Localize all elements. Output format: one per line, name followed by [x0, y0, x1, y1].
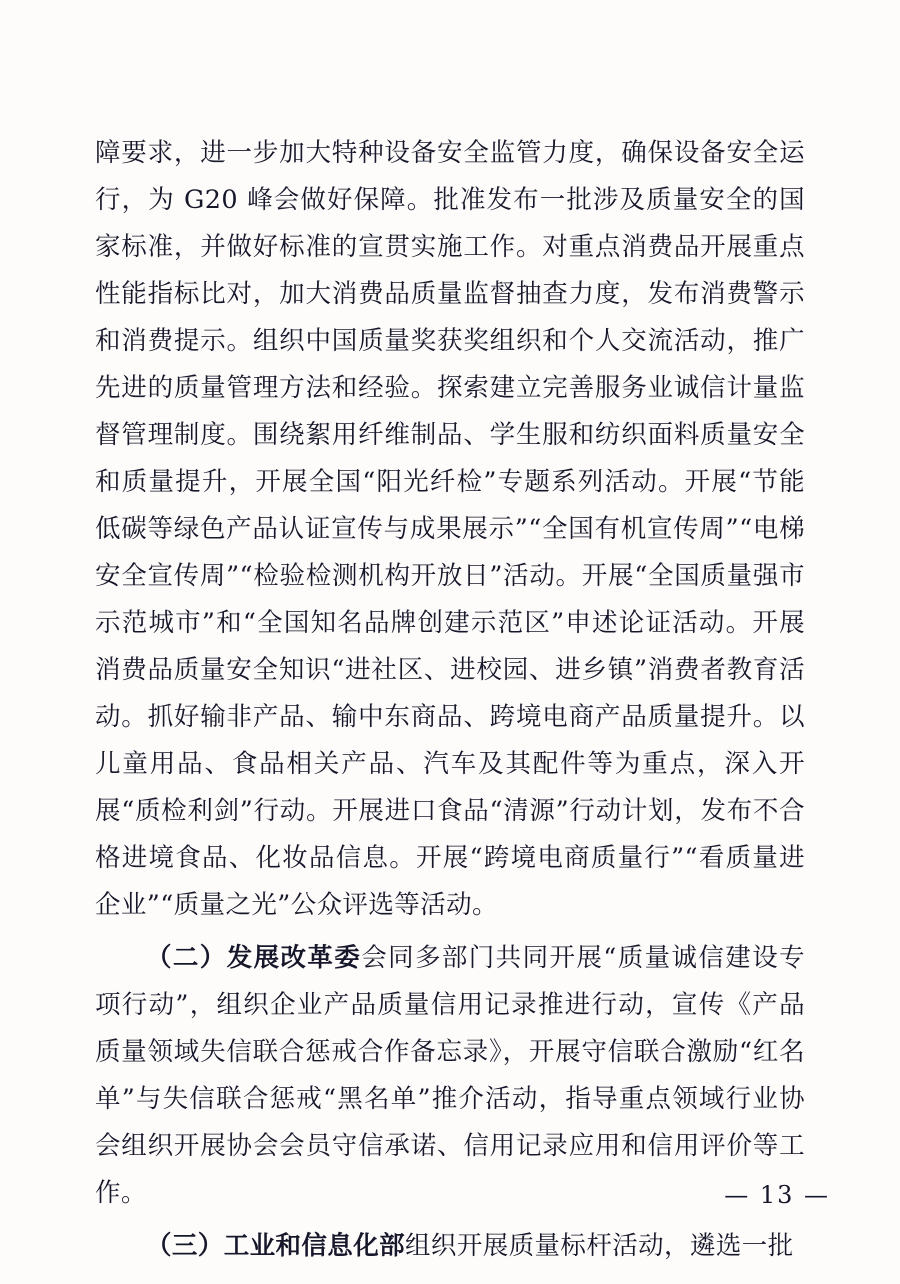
- page-body: [95, 130, 805, 1270]
- section-two-body: 会同多部门共同开展“质量诚信建设专项行动”，组织企业产品质量信用记录推进行动，宣传《产品质量领域失信联合惩戒合作备忘录》，开展守信联合激励“红名单”与失信联合惩戒“黑名单”推介活动，指导重点领域行业协会组织开展协会会员守信承诺、信用记录应用和信用评价等工作。: [95, 943, 805, 1208]
- section-two-heading: （二）发展改革委: [146, 943, 362, 973]
- paragraph-section-two: [95, 935, 805, 1217]
- page-number: — 13 —: [724, 1181, 830, 1209]
- paragraph-continuation: 障要求，进一步加大特种设备安全监管力度，确保设备安全运行，为 G20 峰会做好保障。批准发布一批涉及质量安全的国家标准，并做好标准的宣贯实施工作。对重点消费品开展重点性能指标比对，加大消费品质量监督抽查力度，发布消费警示和消费提示。组织中国质量奖获奖组织和个人交流活动，推广先进的质量管理方法和经验。探索建立完善服务业诚信计量监督管理制度。围绕絮用纤维制品、学生服和纺织面料质量安全和质量提升，开展全国“阳光纤检”专题系列活动。开展“节能低碳等绿色产品认证宣传与成果展示”“全国有机宣传周”“电梯安全宣传周”“检验检测机构开放日”活动。开展“全国质量强市示范城市”和“全国知名品牌创建示范区”申述论证活动。开展消费品质量安全知识“进社区、进校园、进乡镇”消费者教育活动。抓好输非产品、输中东商品、跨境电商产品质量提升。以儿童用品、食品相关产品、汽车及其配件等为重点，深入开展“质检利剑”行动。开展进口食品“清源”行动计划，发布不合格进境食品、化妆品信息。开展“跨境电商质量行”“看质量进企业”“质量之光”公众评选等活动。: [95, 138, 805, 920]
- paragraph-section-three: [95, 1223, 805, 1270]
- section-three-heading: （三）工业和信息化部: [146, 1231, 406, 1261]
- section-three-body: 组织开展质量标杆活动，遴选一批: [405, 1231, 794, 1261]
